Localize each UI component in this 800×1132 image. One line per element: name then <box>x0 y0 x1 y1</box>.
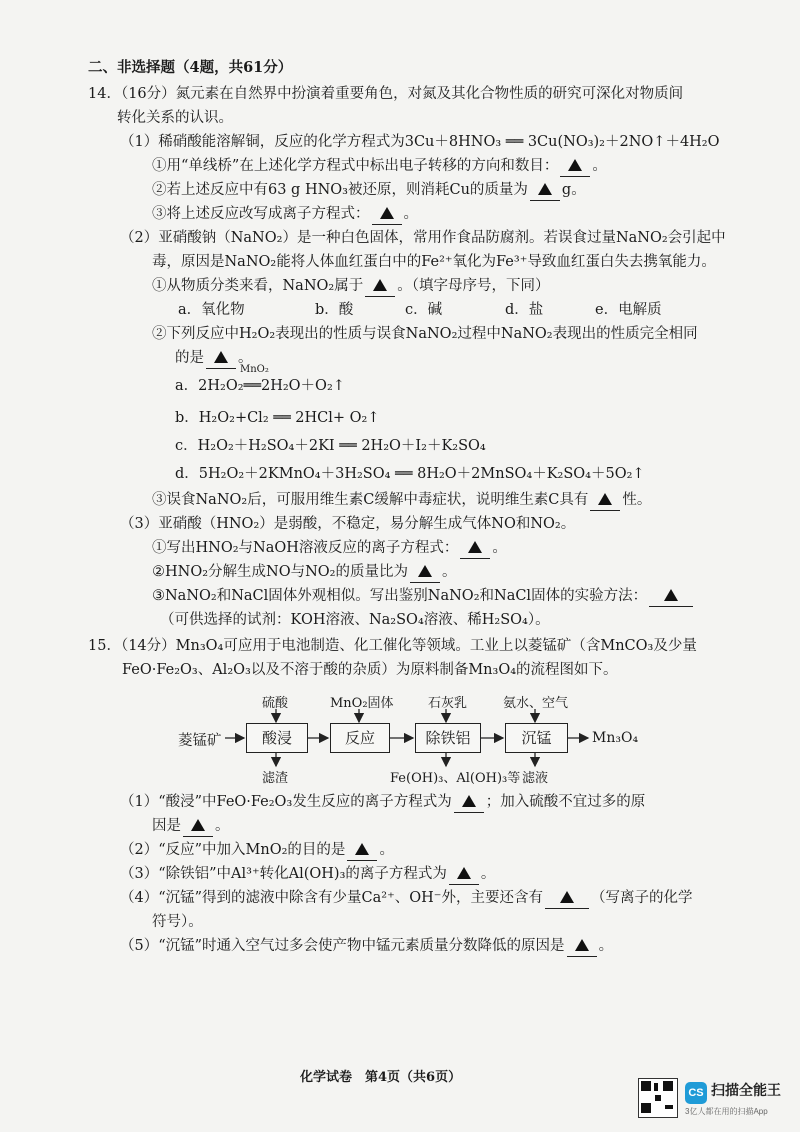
question-text: ①用“单线桥”在上述化学方程式中标出电子转移的方向和数目： <box>152 158 559 174</box>
equation-a: a．2H₂O₂══2H₂O＋O₂↑ <box>175 378 345 394</box>
question-text: ②HNO₂分解生成NO与NO₂的质量比为 <box>152 564 408 580</box>
q15-part1-line2: 因是 。 <box>152 816 230 837</box>
q14-part3: （3）亚硝酸（HNO₂）是弱酸，不稳定，易分解生成气体NO和NO₂。 <box>120 516 576 532</box>
q14-part2-2-line1: ②下列反应中H₂O₂表现出的性质与误食NaNO₂过程中NaNO₂表现出的性质完全相同 <box>152 326 698 342</box>
flow-step-acid-leach: 酸浸 <box>246 723 308 753</box>
flow-input-sulfuric-acid: 硫酸 <box>262 696 289 711</box>
triangle-icon <box>355 843 369 855</box>
answer-blank[interactable] <box>347 840 377 861</box>
q15-part2: （2）“反应”中加入MnO₂的目的是 。 <box>120 840 394 861</box>
triangle-icon <box>560 891 574 903</box>
q14-intro-line2: 转化关系的认识。 <box>117 110 233 126</box>
camscanner-tagline: 3亿人都在用的扫描App <box>685 1107 768 1116</box>
answer-blank[interactable] <box>567 936 597 957</box>
q14-part3-3-reagents: （可供选择的试剂：KOH溶液、Na₂SO₄溶液、稀H₂SO₄）。 <box>160 612 550 628</box>
q14-part2-1: ①从物质分类来看，NaNO₂属于 。（填字母序号，下同） <box>152 276 549 297</box>
flow-input-mno2: MnO₂固体 <box>330 696 394 711</box>
question-text: （2）“反应”中加入MnO₂的目的是 <box>120 842 346 858</box>
q14-part1-1: ①用“单线桥”在上述化学方程式中标出电子转移的方向和数目： 。 <box>152 156 607 177</box>
q14-part1-2: ②若上述反应中有63 g HNO₃被还原，则消耗Cu的质量为 g。 <box>152 180 586 201</box>
camscanner-name: 扫描全能王 <box>711 1082 781 1098</box>
q14-part2-line2: 毒，原因是NaNO₂能将人体血红蛋白中的Fe²⁺氧化为Fe³⁺导致血红蛋白失去携氧能力。 <box>152 254 716 270</box>
q15-intro-line1: 15．（14分）Mn₃O₄可应用于电池制造、化工催化等领域。工业上以菱锰矿（含MnCO₃及少量 <box>88 638 697 654</box>
question-text: 的是 <box>175 350 204 366</box>
answer-blank[interactable] <box>545 888 589 909</box>
camscanner-logo-icon: CS <box>685 1082 707 1104</box>
flow-product: Mn₃O₄ <box>592 730 639 746</box>
question-text: ②若上述反应中有63 g HNO₃被还原，则消耗Cu的质量为 <box>152 182 528 198</box>
option-d: d．盐 <box>505 302 544 318</box>
option-a: a．氧化物 <box>178 302 245 318</box>
q14-part1-3: ③将上述反应改写成离子方程式： 。 <box>152 204 418 225</box>
question-text: （4）“沉锰”得到的滤液中除含有少量Ca²⁺、OH⁻外，主要还含有 <box>120 890 543 906</box>
flow-step-remove-fe-al: 除铁铝 <box>415 723 481 753</box>
question-text: （1）“酸浸”中FeO·Fe₂O₃发生反应的离子方程式为 <box>120 794 452 810</box>
qr-code-icon <box>638 1078 678 1118</box>
option-e: e．电解质 <box>595 302 662 318</box>
q15-part3: （3）“除铁铝”中Al³⁺转化Al(OH)₃的离子方程式为 。 <box>120 864 495 885</box>
question-text: ①从物质分类来看，NaNO₂属于 <box>152 278 364 294</box>
q14-part3-1: ①写出HNO₂与NaOH溶液反应的离子方程式： 。 <box>152 538 507 559</box>
flow-output-residue: 滤渣 <box>262 771 289 786</box>
triangle-icon <box>457 867 471 879</box>
equation-c: c．H₂O₂＋H₂SO₄＋2KI ══ 2H₂O＋I₂＋K₂SO₄ <box>175 438 486 454</box>
answer-blank[interactable] <box>454 792 484 813</box>
q14-part2-line1: （2）亚硝酸钠（NaNO₂）是一种白色固体，常用作食品防腐剂。若误食过量NaNO₂会引起中 <box>120 230 726 246</box>
q15-part1-line1: （1）“酸浸”中FeO·Fe₂O₃发生反应的离子方程式为 ；加入硫酸不宜过多的原 <box>120 792 645 813</box>
option-c: c．碱 <box>405 302 443 318</box>
equation-b: b．H₂O₂+Cl₂ ══ 2HCl+ O₂↑ <box>175 410 380 426</box>
q14-part1: （1）稀硝酸能溶解铜，反应的化学方程式为3Cu＋8HNO₃ ══ 3Cu(NO₃)₂＋2NO↑＋4H₂O <box>120 134 720 150</box>
answer-blank[interactable] <box>183 816 213 837</box>
q15-part4-line1: （4）“沉锰”得到的滤液中除含有少量Ca²⁺、OH⁻外，主要还含有 （写离子的化学 <box>120 888 692 909</box>
question-text: ③NaNO₂和NaCl固体外观相似。写出鉴别NaNO₂和NaCl固体的实验方法： <box>152 588 648 604</box>
flow-output-filtrate: 滤液 <box>522 771 549 786</box>
q15-part4-line2: 符号）。 <box>152 914 203 930</box>
q14-part2-3: ③误食NaNO₂后，可服用维生素C缓解中毒症状，说明维生素C具有 性。 <box>152 490 651 511</box>
flow-step-reaction: 反应 <box>330 723 390 753</box>
question-text: 因是 <box>152 818 181 834</box>
question-text: ③将上述反应改写成离子方程式： <box>152 206 370 222</box>
question-text: （3）“除铁铝”中Al³⁺转化Al(OH)₃的离子方程式为 <box>120 866 447 882</box>
section-heading: 二、非选择题（4题，共61分） <box>88 59 293 76</box>
answer-blank[interactable] <box>449 864 479 885</box>
q14-intro-line1: 14．（16分）氮元素在自然界中扮演着重要角色，对氮及其化合物性质的研究可深化对物质间 <box>88 86 684 102</box>
catalyst-label: MnO₂ <box>240 364 269 375</box>
q14-part3-2: ②HNO₂分解生成NO与NO₂的质量比为 。 <box>152 562 457 583</box>
option-b: b．酸 <box>315 302 354 318</box>
equation-d: d．5H₂O₂＋2KMnO₄＋3H₂SO₄ ══ 8H₂O＋2MnSO₄＋K₂SO₄＋5O₂↑ <box>175 466 645 482</box>
flow-input-ammonia-air: 氨水、空气 <box>503 696 569 711</box>
flow-output-hydroxides: Fe(OH)₃、Al(OH)₃等 <box>390 771 521 786</box>
flow-input-lime: 石灰乳 <box>428 696 468 711</box>
question-text: ①写出HNO₂与NaOH溶液反应的离子方程式： <box>152 540 459 556</box>
triangle-icon <box>575 939 589 951</box>
triangle-icon <box>462 795 476 807</box>
page-footer: 化学试卷 第4页（共6页） <box>300 1070 462 1085</box>
q15-part5: （5）“沉锰”时通入空气过多会使产物中锰元素质量分数降低的原因是 。 <box>120 936 613 957</box>
triangle-icon <box>191 819 205 831</box>
flow-start: 菱锰矿 <box>178 733 222 749</box>
q14-part2-2-line2: 的是 。 <box>175 348 253 369</box>
flow-step-precipitate-mn: 沉锰 <box>505 723 568 753</box>
question-text: ③误食NaNO₂后，可服用维生素C缓解中毒症状，说明维生素C具有 <box>152 492 589 508</box>
q15-intro-line2: FeO·Fe₂O₃、Al₂O₃以及不溶于酸的杂质）为原料制备Mn₃O₄的流程图如下。 <box>122 662 618 678</box>
question-text: （5）“沉锰”时通入空气过多会使产物中锰元素质量分数降低的原因是 <box>120 938 565 954</box>
